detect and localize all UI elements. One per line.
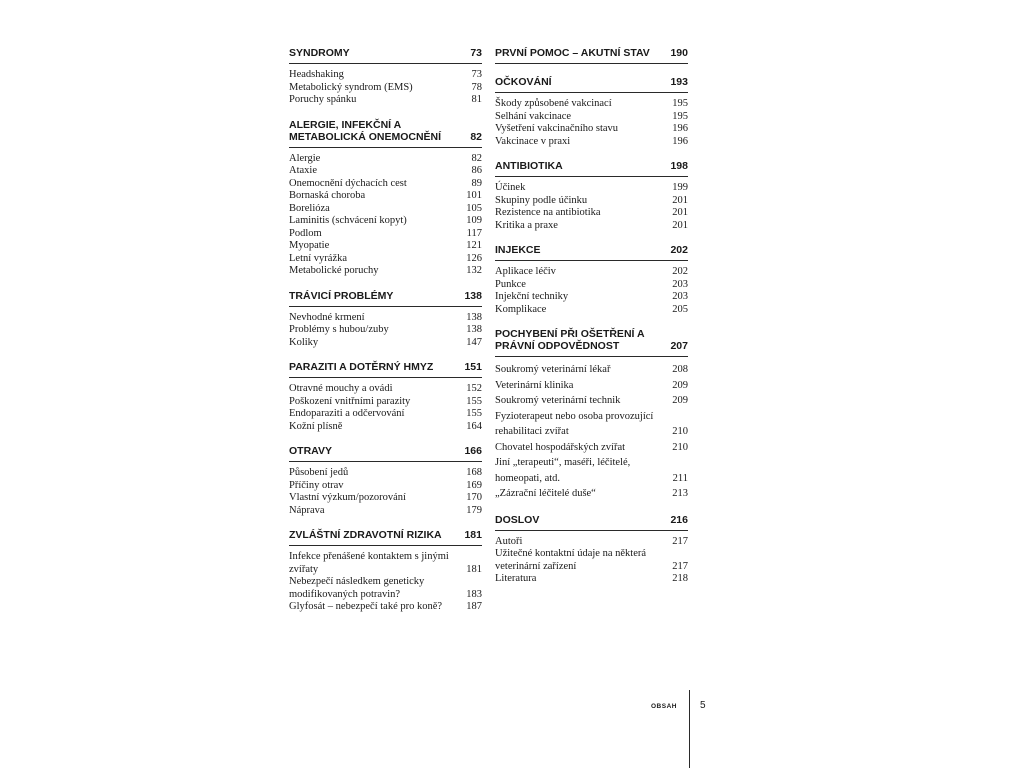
entry-title: Soukromý veterinární technik (495, 395, 621, 406)
entry-page-number: 164 (466, 420, 482, 432)
toc-entry-list (495, 98, 688, 157)
toc-section-heading[interactable] (495, 157, 688, 177)
toc-section-heading[interactable] (289, 526, 482, 546)
entry-page-number: 218 (672, 573, 688, 584)
toc-section-heading[interactable] (289, 358, 482, 378)
entry-page-number: 201 (672, 219, 688, 231)
toc-section-heading[interactable] (495, 73, 688, 93)
page-number: 5 (700, 700, 706, 711)
toc-entry[interactable] (289, 165, 482, 178)
toc-section (495, 44, 688, 73)
toc-entry[interactable] (495, 304, 688, 317)
entry-title: Onemocnění dýchacích cest (289, 177, 407, 189)
entry-title: Nevhodné krmení (289, 311, 365, 323)
entry-title: Myopatie (289, 240, 330, 251)
toc-entry[interactable] (289, 505, 482, 518)
toc-section (495, 511, 688, 595)
toc-entry-list (495, 362, 688, 511)
entry-title: Ataxie (289, 165, 317, 176)
entry-title: Jiní „terapeuti“, maséři, léčitelé, homeopati, atd. (495, 457, 631, 484)
toc-entry[interactable] (289, 408, 482, 421)
entry-page-number: 121 (466, 240, 482, 251)
toc-entry[interactable] (495, 136, 688, 149)
toc-entry[interactable] (289, 203, 482, 216)
entry-page-number: 155 (466, 395, 482, 407)
toc-entry[interactable] (289, 551, 482, 576)
section-page-number: 181 (464, 529, 482, 541)
toc-section (289, 526, 482, 623)
section-title: ALERGIE, INFEKČNÍ A METABOLICKÁ ONEMOCNĚNÍ (289, 118, 442, 143)
section-title: ANTIBIOTIKA (495, 160, 563, 172)
entry-title: Rezistence na antibiotika (495, 207, 601, 218)
entry-title: Aplikace léčiv (495, 266, 556, 277)
entry-page-number: 82 (471, 152, 482, 164)
toc-entry[interactable] (289, 190, 482, 203)
entry-page-number: 209 (672, 379, 688, 391)
toc-section-heading[interactable] (289, 44, 482, 64)
entry-page-number: 209 (672, 395, 688, 406)
section-title: ZVLÁŠTNÍ ZDRAVOTNÍ RIZIKA (289, 529, 442, 541)
entry-page-number: 147 (466, 336, 482, 348)
toc-entry[interactable] (495, 291, 688, 304)
toc-entry[interactable] (495, 378, 688, 394)
entry-page-number: 211 (672, 472, 688, 484)
toc-section (289, 44, 482, 116)
entry-page-number: 187 (466, 601, 482, 612)
entry-title: Podlom (289, 227, 322, 239)
toc-entry[interactable] (289, 153, 482, 166)
entry-title: Punkce (495, 278, 526, 290)
toc-section (289, 116, 482, 287)
toc-section (495, 241, 688, 325)
entry-title: Kožní plísně (289, 420, 343, 432)
entry-title: Alergie (289, 152, 321, 164)
toc-entry-list (289, 153, 482, 287)
toc-entry[interactable] (289, 178, 482, 191)
entry-page-number: 101 (466, 190, 482, 201)
toc-entry-list (289, 312, 482, 359)
entry-title: Kritika a praxe (495, 219, 558, 231)
entry-title: Literatura (495, 573, 537, 584)
entry-title: Injekční techniky (495, 291, 569, 302)
toc-section (495, 157, 688, 241)
entry-page-number: 138 (466, 311, 482, 323)
entry-title: Škody způsobené vakcinací (495, 98, 612, 109)
toc-entry[interactable] (289, 396, 482, 409)
toc-entry[interactable] (495, 207, 688, 220)
section-page-number: 190 (670, 47, 688, 59)
entry-title: Nebezpečí následkem geneticky modifikovaných potravin? (289, 576, 425, 600)
entry-page-number: 78 (471, 81, 482, 93)
section-page-number: 198 (670, 160, 688, 172)
toc-section-heading[interactable] (495, 44, 688, 64)
section-title: SYNDROMY (289, 47, 350, 59)
toc-entry[interactable] (495, 393, 688, 409)
toc-entry[interactable] (495, 182, 688, 195)
entry-page-number: 179 (466, 504, 482, 516)
toc-section (289, 442, 482, 526)
toc-entry-list (495, 536, 688, 595)
toc-entry[interactable] (495, 220, 688, 233)
entry-page-number: 202 (672, 266, 688, 277)
entry-title: Letní vyrážka (289, 252, 348, 264)
entry-page-number: 196 (672, 135, 688, 147)
entry-title: „Zázrační léčitelé duše“ (495, 488, 596, 499)
entry-page-number: 86 (471, 165, 482, 176)
section-title: INJEKCE (495, 244, 541, 256)
toc-section (289, 287, 482, 359)
toc-entry[interactable] (289, 312, 482, 325)
entry-title: Glyfosát – nebezpečí také pro koně? (289, 601, 443, 612)
toc-section (495, 325, 688, 511)
entry-page-number: 199 (672, 182, 688, 193)
entry-page-number: 217 (672, 560, 688, 572)
toc-entry-list (289, 551, 482, 623)
entry-page-number: 105 (466, 202, 482, 214)
entry-page-number: 89 (471, 177, 482, 189)
entry-page-number: 73 (471, 69, 482, 80)
section-page-number: 202 (670, 244, 688, 256)
entry-title: Selhání vakcinace (495, 110, 572, 122)
entry-page-number: 126 (466, 252, 482, 264)
entry-page-number: 208 (672, 364, 688, 375)
toc-right-column (495, 44, 688, 595)
toc-entry[interactable] (495, 266, 688, 279)
section-title: TRÁVICÍ PROBLÉMY (289, 289, 394, 302)
toc-entry[interactable] (495, 455, 688, 486)
toc-entry[interactable] (289, 421, 482, 434)
entry-title: Autoři (495, 535, 523, 547)
toc-entry[interactable] (495, 548, 688, 573)
entry-page-number: 109 (466, 215, 482, 226)
entry-page-number: 183 (466, 588, 482, 600)
toc-entry[interactable] (289, 601, 482, 614)
entry-page-number: 81 (471, 94, 482, 105)
section-title: POCHYBENÍ PŘI OŠETŘENÍ A PRÁVNÍ ODPOVĚDNOST (495, 328, 645, 352)
entry-page-number: 117 (466, 227, 482, 239)
toc-entry[interactable] (289, 337, 482, 350)
section-page-number: 151 (464, 361, 482, 373)
entry-page-number: 201 (672, 207, 688, 218)
toc-entry[interactable] (289, 576, 482, 601)
entry-title: Působení jedů (289, 467, 349, 478)
toc-section (495, 73, 688, 157)
entry-title: Náprava (289, 504, 325, 516)
footer-section-label: OBSAH (651, 703, 677, 710)
entry-title: Poškození vnitřními parazity (289, 395, 411, 407)
toc-entry[interactable] (289, 253, 482, 266)
entry-page-number: 138 (466, 324, 482, 335)
section-title: OČKOVÁNÍ (495, 76, 552, 88)
entry-page-number: 196 (672, 123, 688, 134)
toc-entry[interactable] (289, 240, 482, 253)
toc-entry[interactable] (289, 228, 482, 241)
entry-title: Veterinární klinika (495, 379, 574, 391)
toc-entry[interactable] (495, 195, 688, 208)
entry-page-number: 168 (466, 467, 482, 478)
section-title: OTRAVY (289, 445, 332, 457)
entry-title: Komplikace (495, 303, 547, 315)
entry-title: Otravné mouchy a ovádi (289, 383, 393, 394)
entry-page-number: 213 (672, 488, 688, 499)
entry-page-number: 210 (672, 426, 688, 437)
entry-page-number: 203 (672, 291, 688, 302)
toc-entry[interactable] (289, 383, 482, 396)
entry-title: Soukromý veterinární lékař (495, 364, 611, 375)
section-page-number: 73 (470, 47, 482, 59)
toc-entry-list (289, 383, 482, 442)
toc-entry[interactable] (289, 492, 482, 505)
toc-section-heading[interactable] (289, 287, 482, 307)
entry-page-number: 205 (672, 303, 688, 315)
section-page-number: 166 (464, 445, 482, 457)
section-page-number: 207 (670, 340, 688, 352)
toc-entry[interactable] (495, 362, 688, 378)
toc-entry[interactable] (289, 324, 482, 337)
entry-title: Skupiny podle účinku (495, 194, 588, 206)
entry-page-number: 217 (672, 535, 688, 547)
entry-page-number: 169 (466, 479, 482, 491)
entry-page-number: 152 (466, 383, 482, 394)
toc-entry[interactable] (495, 573, 688, 586)
toc-entry[interactable] (495, 536, 688, 549)
toc-entry[interactable] (289, 94, 482, 107)
toc-entry[interactable] (495, 440, 688, 456)
section-page-number: 216 (670, 513, 688, 526)
toc-entry[interactable] (289, 69, 482, 82)
toc-entry[interactable] (495, 123, 688, 136)
entry-title: Borelióza (289, 202, 330, 214)
toc-section-heading[interactable] (289, 116, 482, 148)
toc-entry-list (289, 467, 482, 526)
entry-page-number: 203 (672, 278, 688, 290)
entry-title: Infekce přenášené kontaktem s jinými zvířaty (289, 551, 449, 575)
toc-entry-list (495, 266, 688, 325)
section-page-number: 193 (670, 76, 688, 88)
entry-page-number: 195 (672, 110, 688, 122)
entry-title: Bornaská choroba (289, 190, 366, 201)
entry-title: Laminitis (schvácení kopyt) (289, 215, 407, 226)
toc-entry[interactable] (495, 111, 688, 124)
toc-entry[interactable] (289, 215, 482, 228)
toc-entry[interactable] (289, 265, 482, 278)
section-title: PARAZITI A DOTĚRNÝ HMYZ (289, 361, 434, 373)
entry-title: Příčiny otrav (289, 479, 344, 491)
toc-section-heading[interactable] (495, 325, 688, 357)
entry-title: Účinek (495, 182, 526, 193)
entry-title: Užitečné kontaktní údaje na některá veterinární zařízení (495, 548, 647, 572)
entry-page-number: 195 (672, 98, 688, 109)
toc-entry[interactable] (289, 82, 482, 95)
toc-section (289, 358, 482, 442)
entry-page-number: 201 (672, 194, 688, 206)
toc-entry[interactable] (289, 480, 482, 493)
footer-divider (689, 690, 690, 768)
entry-title: Fyzioterapeut nebo osoba provozující rehabilitaci zvířat (495, 410, 654, 437)
entry-title: Koliky (289, 336, 319, 348)
entry-page-number: 155 (466, 408, 482, 419)
toc-left-column (289, 44, 482, 623)
section-title: PRVNÍ POMOC – AKUTNÍ STAV (495, 47, 650, 59)
toc-section-heading[interactable] (495, 241, 688, 261)
entry-page-number: 210 (672, 441, 688, 453)
section-page-number: 138 (464, 289, 482, 302)
toc-entry[interactable] (495, 279, 688, 292)
entry-title: Metabolické poruchy (289, 265, 379, 276)
section-page-number: 82 (470, 130, 482, 143)
toc-section-heading[interactable] (289, 442, 482, 462)
entry-page-number: 181 (466, 563, 482, 575)
entry-title: Chovatel hospodářských zvířat (495, 441, 626, 453)
entry-title: Endoparaziti a odčervování (289, 408, 405, 419)
toc-section-heading[interactable] (495, 511, 688, 531)
toc-entry[interactable] (495, 486, 688, 502)
entry-title: Problémy s hubou/zuby (289, 324, 389, 335)
entry-title: Poruchy spánku (289, 94, 357, 105)
toc-entry[interactable] (495, 98, 688, 111)
section-title: DOSLOV (495, 513, 540, 526)
entry-page-number: 170 (466, 492, 482, 503)
entry-title: Vyšetření vakcinačního stavu (495, 123, 619, 134)
toc-entry-list (289, 69, 482, 116)
entry-page-number: 132 (466, 265, 482, 276)
toc-entry[interactable] (289, 467, 482, 480)
toc-entry-list (495, 182, 688, 241)
entry-title: Vlastní výzkum/pozorování (289, 492, 406, 503)
entry-title: Vakcinace v praxi (495, 135, 571, 147)
entry-title: Headshaking (289, 69, 344, 80)
entry-title: Metabolický syndrom (EMS) (289, 81, 413, 93)
toc-entry[interactable] (495, 409, 688, 440)
